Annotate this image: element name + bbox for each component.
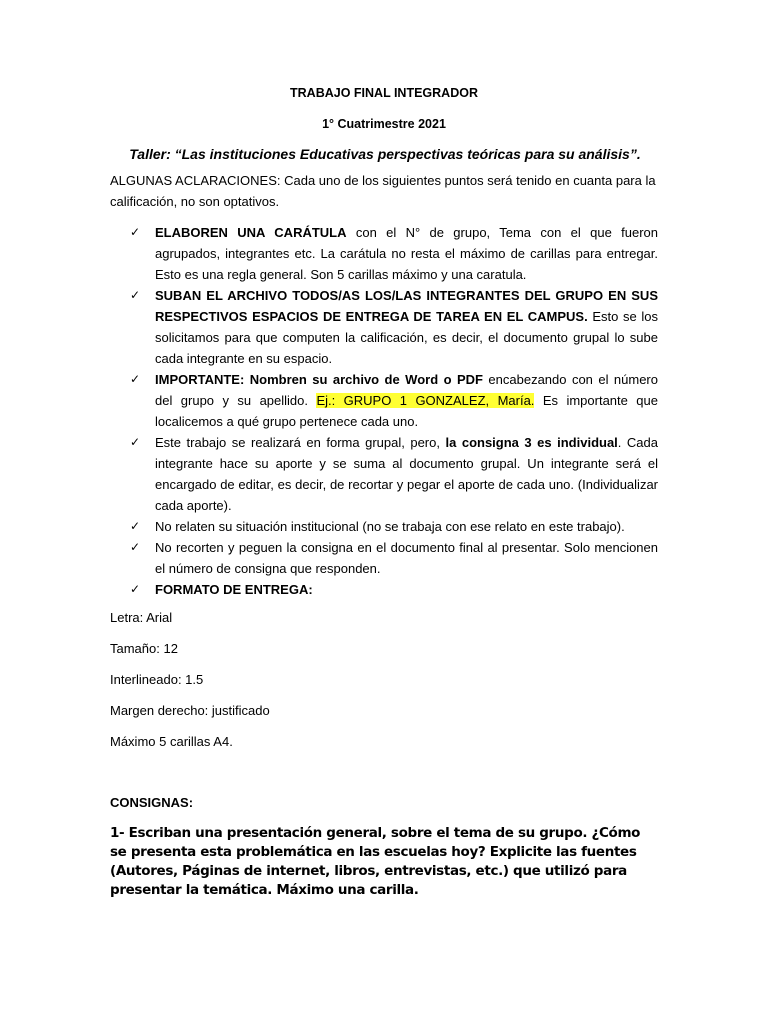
checkmark-icon: ✓ [130, 225, 141, 239]
document-title: TRABAJO FINAL INTEGRADOR [290, 86, 478, 100]
list-item: ✓ IMPORTANTE: Nombren su archivo de Word o PDF encabezando con el número del grupo y su apellido. Ej.: GRUPO 1 GONZALEZ, María. Es importante que localicemos a qué grupo pertenece cada uno. [130, 369, 658, 432]
checkmark-icon: ✓ [130, 519, 141, 533]
format-letra: Letra: Arial [110, 610, 173, 625]
format-margen: Margen derecho: justificado [110, 703, 270, 718]
document-subtitle: 1° Cuatrimestre 2021 [322, 117, 446, 131]
list-item: ✓ FORMATO DE ENTREGA: [130, 579, 658, 600]
checkmark-icon: ✓ [130, 372, 141, 386]
highlighted-example: Ej.: GRUPO 1 GONZALEZ, María. [316, 393, 535, 408]
list-item: ✓ SUBAN EL ARCHIVO TODOS/AS LOS/LAS INTEGRANTES DEL GRUPO EN SUS RESPECTIVOS ESPACIOS DE ENTREGA DE TAREA EN EL CAMPUS. Esto se los solicitamos para que computen la calificación, es decir, el documento grupal lo sube cada integrante en su espacio. [130, 285, 658, 369]
format-interlineado: Interlineado: 1.5 [110, 672, 204, 687]
checkmark-icon: ✓ [130, 288, 141, 302]
consignas-heading: CONSIGNAS: [110, 795, 194, 810]
format-tamano: Tamaño: 12 [110, 641, 178, 656]
list-item: ✓ No recorten y peguen la consigna en el documento final al presentar. Solo mencionen el número de consigna que responden. [130, 537, 658, 579]
checkmark-icon: ✓ [130, 582, 141, 596]
intro-paragraph: ALGUNAS ACLARACIONES: Cada uno de los siguientes puntos será tenido en cuanta para la calificación, no son optativos. [110, 173, 656, 209]
taller-title: Taller: “Las instituciones Educativas perspectivas teóricas para su análisis”. [129, 146, 641, 162]
list-item: ✓ No relaten su situación institucional (no se trabaja con ese relato en este trabajo). [130, 516, 658, 537]
checkmark-icon: ✓ [130, 540, 141, 554]
checkmark-icon: ✓ [130, 435, 141, 449]
requirements-list [130, 222, 658, 600]
list-item: ✓ ELABOREN UNA CARÁTULA con el N° de grupo, Tema con el que fueron agrupados, integrantes etc. La carátula no resta el máximo de carillas para entregar. Esto es una regla general. Son 5 carillas máximo y una caratula. [130, 222, 658, 285]
consigna-1: 1- Escriban una presentación general, sobre el tema de su grupo. ¿Cómo se presenta esta problemática en las escuelas hoy? Explicite las fuentes (Autores, Páginas de internet, libros, entrevistas, etc.) que utilizó para presentar la temática. Máximo una carilla. [110, 825, 641, 898]
list-item: ✓ Este trabajo se realizará en forma grupal, pero, la consigna 3 es individual. Cada integrante hace su aporte y se suma al documento grupal. Un integrante será el encargado de editar, es decir, de recortar y pegar el aporte de cada uno. (Individualizar cada aporte). [130, 432, 658, 516]
format-maximo: Máximo 5 carillas A4. [110, 734, 233, 749]
